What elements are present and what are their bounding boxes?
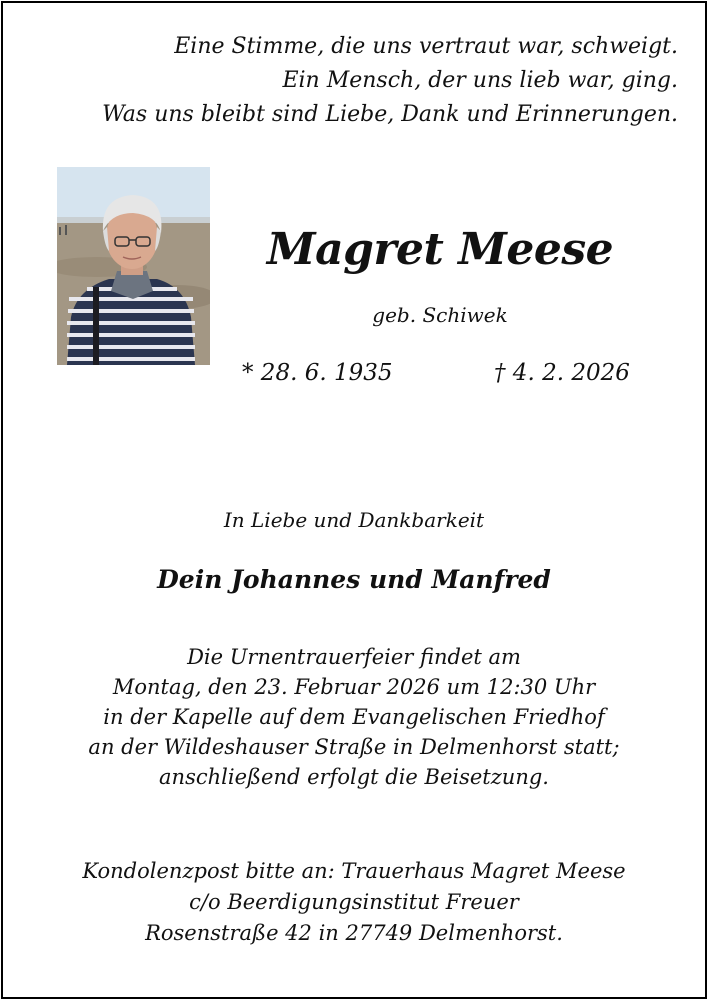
condolence-line: Kondolenzpost bitte an: Trauerhaus Magret Meese bbox=[82, 859, 626, 883]
deceased-name: Magret Meese bbox=[266, 224, 614, 275]
poem-line: Was uns bleibt sind Liebe, Dank und Erinnerungen. bbox=[102, 102, 678, 127]
birth-name: geb. Schiwek bbox=[372, 303, 508, 327]
memorial-poem bbox=[102, 30, 678, 132]
portrait-photo bbox=[57, 167, 210, 365]
ceremony-line: an der Wildeshauser Straße in Delmenhorst statt; bbox=[88, 735, 620, 759]
poem-line: Ein Mensch, der uns lieb war, ging. bbox=[282, 68, 678, 93]
death-date: † 4. 2. 2026 bbox=[494, 360, 630, 386]
ceremony-line: Die Urnentrauerfeier findet am bbox=[187, 645, 521, 669]
notice-border bbox=[1, 1, 707, 999]
thanks-line: In Liebe und Dankbarkeit bbox=[223, 508, 485, 532]
portrait-photo-icon bbox=[57, 167, 210, 365]
condolence-address bbox=[0, 856, 708, 949]
family-signature: Dein Johannes und Manfred bbox=[157, 565, 551, 594]
ceremony-line: anschließend erfolgt die Beisetzung. bbox=[159, 765, 549, 789]
ceremony-info bbox=[0, 642, 708, 792]
ceremony-line: Montag, den 23. Februar 2026 um 12:30 Uhr bbox=[112, 675, 596, 699]
condolence-line: c/o Beerdigungsinstitut Freuer bbox=[189, 890, 519, 914]
ceremony-line: in der Kapelle auf dem Evangelischen Friedhof bbox=[103, 705, 605, 729]
birth-date: * 28. 6. 1935 bbox=[242, 360, 393, 386]
condolence-line: Rosenstraße 42 in 27749 Delmenhorst. bbox=[145, 921, 563, 945]
poem-line: Eine Stimme, die uns vertraut war, schweigt. bbox=[174, 34, 678, 59]
